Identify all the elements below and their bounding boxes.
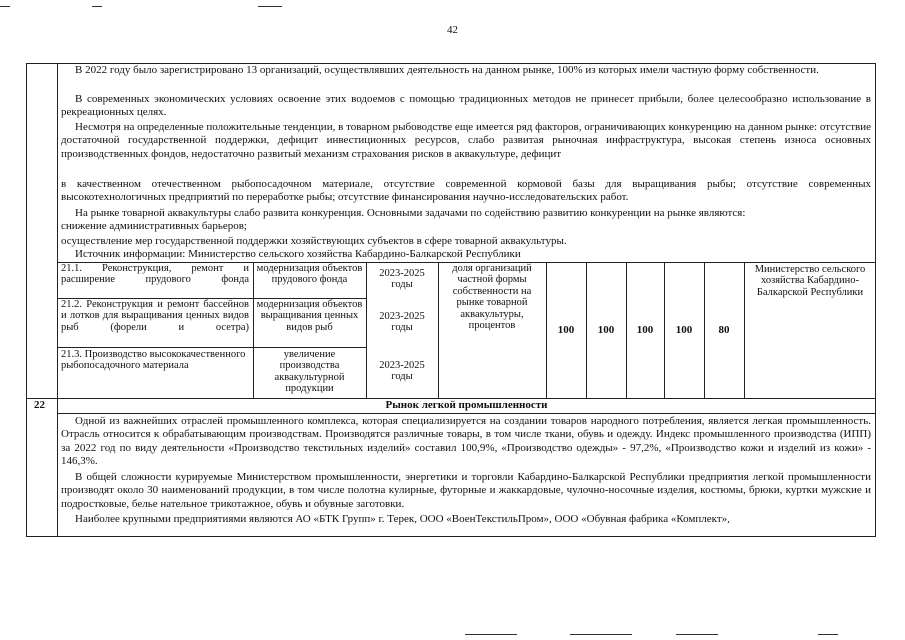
measure-name: 21.1. Реконструкция, ремонт и расширение прудового фонда (61, 263, 249, 286)
grid-line (253, 262, 254, 398)
grid-line (57, 413, 876, 414)
measure-result: увеличение производства аквакультурной продукции (274, 349, 345, 395)
paragraph: В современных экономических условиях освоение этих водоемов с помощью традиционных методов не принесет прибыли, более целесообразно использование в рекреационных целях. (61, 93, 871, 119)
measure-result: модернизация объектов выращивания ценных видов рыб (256, 299, 363, 333)
grid-line (438, 262, 439, 398)
value-2025: 100 (636, 324, 654, 336)
source-note: Источник информации: Министерство сельского хозяйства Кабардино-Балкарской Республики (75, 248, 521, 260)
scan-mark (676, 634, 718, 635)
value-2026: 100 (675, 324, 693, 336)
paragraph: Наиболее крупными предприятиями являются АО «БТК Групп» г. Терек, ООО «ВоенТекстильПром», ООО «Обувная фабрика «Комплект», (75, 513, 730, 525)
measure-name: 21.2. Реконструкция и ремонт бассейнов и лотков для выращивания ценных видов рыб (форели и осетра) (61, 299, 249, 333)
scan-mark (818, 634, 838, 635)
scan-mark (92, 6, 102, 7)
measure-period: 2023-2025 годы (379, 360, 425, 383)
scan-mark (258, 6, 282, 7)
measure-period: 2023-2025 годы (379, 268, 425, 291)
paragraph: в качественном отечественном рыбопосадочном материале, отсутствие современной кормовой базы для выращивания рыбы; отсутствие современных высокотехнологичных предприятий по переработке рыбы; отсутствие финансирования научно-исследовательских работ. (61, 178, 871, 204)
measure-period: 2023-2025 годы (379, 311, 425, 334)
scan-mark (570, 634, 632, 635)
measure-name: 21.3. Производство высококачественного рыбопосадочного материала (61, 349, 246, 372)
paragraph: На рынке товарной аквакультуры слабо развита конкуренция. Основными задачами по содействию развитию конкуренции на рынке являются: (75, 207, 746, 219)
paragraph: снижение административных барьеров; (61, 220, 247, 232)
section-title: Рынок легкой промышленности (385, 399, 548, 411)
value-2023: 100 (557, 324, 575, 336)
value-2024: 100 (597, 324, 615, 336)
responsible-executor: Министерство сельского хозяйства Кабардино-Балкарской Республики (754, 264, 866, 298)
grid-line (366, 262, 367, 398)
paragraph: Несмотря на определенные положительные тенденции, в товарном рыбоводстве еще имеется ряд факторов, ограничивающих конкуренцию на данном рынке: отсутствие достаточной государственной поддержки, дефицит инвестиционных ресурсов, слабо развитая рыночная инфраструктура, высокая степень износа основных производственных фондов, недостаточно развитый механизм страхования рисков в аквакультуре, дефицит (61, 121, 871, 160)
grid-line (744, 262, 745, 398)
section-number: 22 (34, 399, 45, 411)
scan-mark (465, 634, 517, 635)
measure-result: модернизация объектов прудового фонда (256, 263, 363, 286)
scan-mark (0, 6, 10, 7)
grid-line (57, 63, 58, 537)
grid-line (57, 347, 366, 348)
value-2027: 80 (718, 324, 730, 336)
paragraph: осуществление мер государственной поддержки хозяйствующих субъектов в сфере товарной аквакультуры. (61, 235, 567, 247)
paragraph: В общей сложности курируемые Министерством промышленности, энергетики и торговли Кабардино-Балкарской Республики предприятия легкой промышленности производят около 30 наименований продукции, в том числе полотна кулирные, футорные и жаккардовые, чулочно-носочные изделия, костюмы, брюки, куртки мужские и подростковые, белье нательное трикотажное, обувь и обувные заготовки. (61, 471, 871, 510)
paragraph: В 2022 году было зарегистрировано 13 организаций, осуществлявших деятельность на данном рынке, 100% из которых имели частную форму собственности. (75, 64, 819, 76)
page-number: 42 (447, 24, 458, 36)
indicator-label: доля организаций частной формы собственности на рынке товарной аквакультуры, процентов (452, 263, 532, 332)
paragraph: Одной из важнейших отраслей промышленного комплекса, которая специализируется на создании товаров народного потребления, является легкая промышленность. Отрасль относится к обрабатывающим производствам. Производятся различные товары, в том числе ткани, обувь и одежду. Индекс промышленного производства (ИПП) за 2022 год по виду деятельности «Производство текстильных изделий» составил 100,9%, «Производство одежды» - 97,2%, «Производство кожи и изделий из кожи» - 146,3%. (61, 415, 871, 468)
